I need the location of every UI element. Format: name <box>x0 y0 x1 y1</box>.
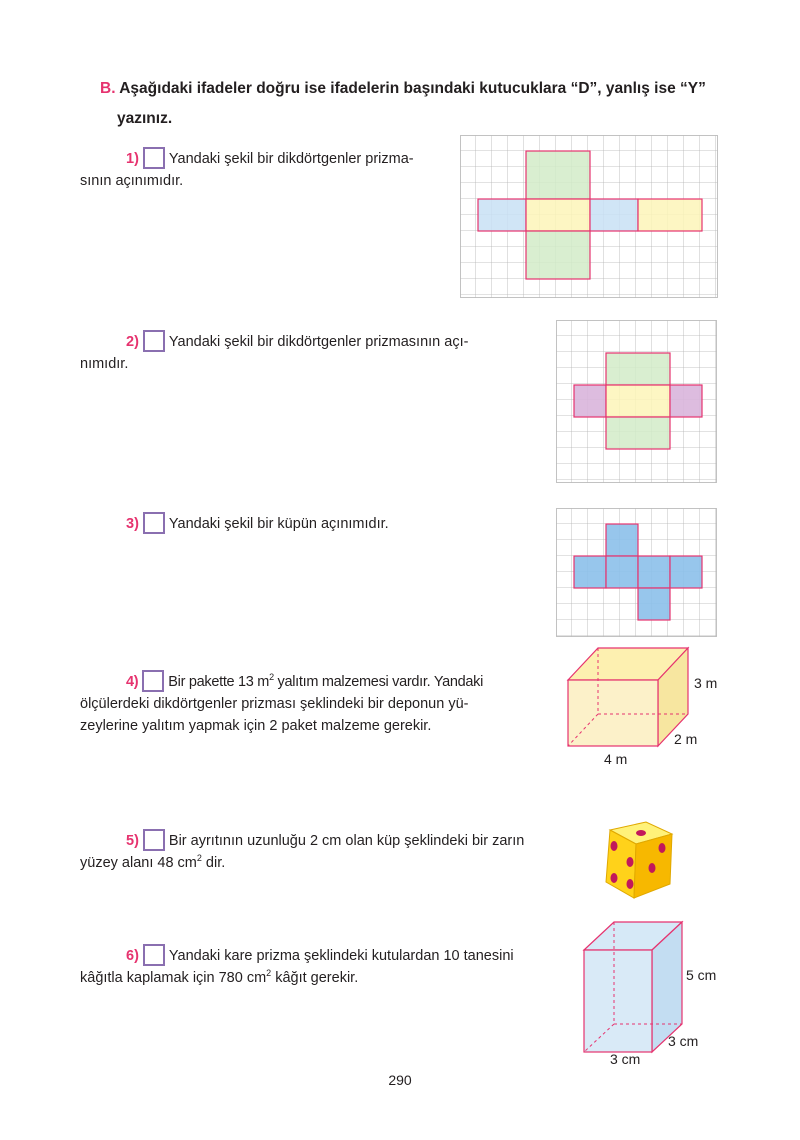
question-text: Yandaki şekil bir dikdörtgenler prizma- <box>168 151 414 167</box>
dimension-width: 4 m <box>604 751 628 767</box>
figure-net-2 <box>556 320 718 484</box>
cube-face <box>606 556 638 588</box>
question-text: nımıdır. <box>80 356 129 372</box>
question-text: Yandaki şekil bir dikdörtgenler prizmasının açı- <box>168 334 469 350</box>
dimension-depth: 2 m <box>674 731 698 747</box>
question-number: 2) <box>126 334 139 350</box>
net-face-left <box>574 385 606 417</box>
section-instructions <box>100 74 730 134</box>
instruction-line-1: Aşağıdaki ifadeler doğru ise ifadelerin başındaki kutucuklara “D”, yanlış ise “Y” <box>119 80 706 97</box>
question-text: Bir ayrıtının uzunluğu 2 cm olan küp şeklindeki bir zarın <box>168 833 525 849</box>
question-6 <box>80 944 570 989</box>
answer-box-4[interactable] <box>142 670 164 692</box>
question-text: ölçülerdeki dikdörtgenler prizması şeklindeki bir deponun yü- <box>80 696 469 712</box>
superscript: 2 <box>266 968 272 979</box>
superscript: 2 <box>269 672 274 683</box>
dimension-height: 3 m <box>694 675 718 691</box>
answer-box-5[interactable] <box>143 829 165 851</box>
dice-icon <box>596 818 680 904</box>
net-face-top <box>526 151 590 199</box>
net-face-right <box>590 199 638 231</box>
question-number: 3) <box>126 516 139 532</box>
question-number: 5) <box>126 833 139 849</box>
net-face-left <box>478 199 526 231</box>
figure-prism-4 <box>560 640 740 770</box>
cube-face <box>606 524 638 556</box>
cube-face <box>638 556 670 588</box>
net-face-center <box>526 199 590 231</box>
cube-face <box>670 556 702 588</box>
question-text: Bir pakette 13 m <box>168 674 270 690</box>
page-number: 290 <box>388 1072 412 1088</box>
question-number: 6) <box>126 948 139 964</box>
net-face-bottom <box>526 231 590 279</box>
instruction-line-2: yazınız. <box>117 110 173 127</box>
answer-box-6[interactable] <box>143 944 165 966</box>
question-text: Yandaki kare prizma şeklindeki kutulardan 10 tanesini <box>168 948 514 964</box>
question-text: dir. <box>201 855 226 871</box>
question-text: Yandaki şekil bir küpün açınımıdır. <box>168 516 389 532</box>
figure-net-1 <box>460 135 720 299</box>
figure-prism-6 <box>578 916 728 1066</box>
superscript: 2 <box>196 853 202 864</box>
question-5 <box>80 829 550 874</box>
answer-box-1[interactable] <box>143 147 165 169</box>
question-text: kâğıtla kaplamak için 780 cm <box>80 970 267 986</box>
net-face-top <box>606 353 670 385</box>
question-1 <box>80 147 460 192</box>
question-number: 1) <box>126 151 139 167</box>
net-face-right <box>670 385 702 417</box>
figure-cube-net <box>556 508 718 638</box>
section-letter: B. <box>100 80 116 97</box>
answer-box-3[interactable] <box>143 512 165 534</box>
question-3 <box>80 512 540 535</box>
question-number: 4) <box>126 674 139 690</box>
net-face-bottom <box>606 417 670 449</box>
net-face-center <box>606 385 670 417</box>
question-2 <box>80 330 540 375</box>
dimension-height: 5 cm <box>686 967 717 983</box>
answer-box-2[interactable] <box>143 330 165 352</box>
dimension-width: 3 cm <box>610 1051 641 1066</box>
net-face-far-right <box>638 199 702 231</box>
question-text: yalıtım malzemesi vardır. Yandaki <box>273 674 484 690</box>
cube-face <box>574 556 606 588</box>
question-text: kâğıt gerekir. <box>271 970 359 986</box>
question-text: yüzey alanı 48 cm <box>80 855 197 871</box>
question-text: sının açınımıdır. <box>80 173 184 189</box>
question-4 <box>80 670 550 737</box>
question-text: zeylerine yalıtım yapmak için 2 paket malzeme gerekir. <box>80 718 432 734</box>
cube-face <box>638 588 670 620</box>
dimension-depth: 3 cm <box>668 1033 699 1049</box>
